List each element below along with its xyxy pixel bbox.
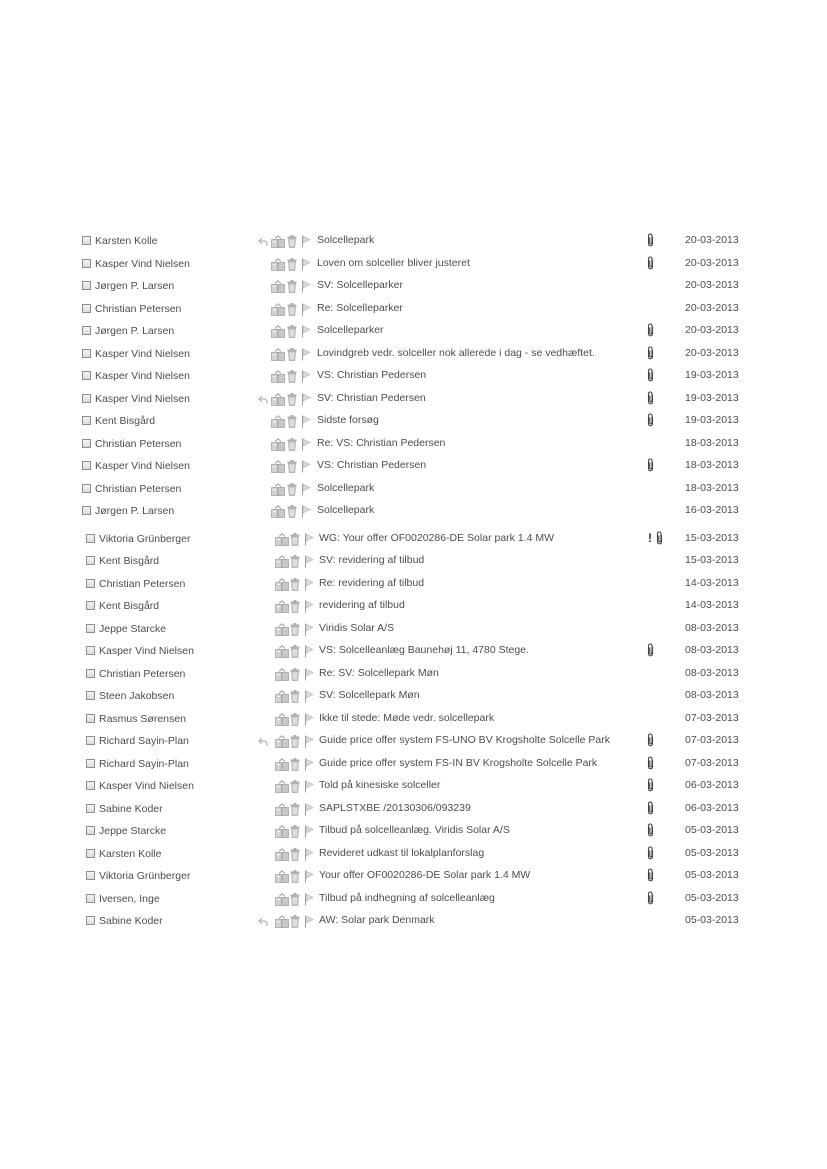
message-row[interactable] xyxy=(0,708,827,731)
flag-icon[interactable] xyxy=(304,533,314,547)
reply-icon xyxy=(258,394,268,408)
message-date: 18-03-2013 xyxy=(685,436,739,449)
move-to-folder-icon[interactable] xyxy=(275,870,289,884)
flag-icon[interactable] xyxy=(304,713,314,727)
flag-icon[interactable] xyxy=(301,483,311,497)
select-checkbox[interactable] xyxy=(86,894,95,903)
message-date: 20-03-2013 xyxy=(685,324,739,336)
paperclip-icon xyxy=(646,868,656,885)
sender-name: Christian Petersen xyxy=(95,482,182,495)
message-date: 15-03-2013 xyxy=(685,531,739,544)
move-to-folder-icon[interactable] xyxy=(271,460,285,474)
flag-icon[interactable] xyxy=(301,370,311,384)
sender-name: Kasper Vind Nielsen xyxy=(95,392,190,405)
flag-icon[interactable] xyxy=(301,280,311,294)
sender-name: Christian Petersen xyxy=(99,577,186,590)
flag-icon[interactable] xyxy=(304,668,314,682)
message-row[interactable] xyxy=(0,798,827,821)
paperclip-icon xyxy=(646,368,656,385)
move-to-folder-icon[interactable] xyxy=(275,713,289,727)
sender-name: Jeppe Starcke xyxy=(99,622,167,635)
message-date: 05-03-2013 xyxy=(685,824,739,836)
paperclip-icon xyxy=(646,643,656,660)
paperclip-icon xyxy=(646,233,656,250)
message-date: 19-03-2013 xyxy=(685,414,739,426)
paperclip-icon xyxy=(646,391,656,408)
sender-name: Jørgen P. Larsen xyxy=(95,280,175,292)
message-date: 20-03-2013 xyxy=(685,234,739,246)
message-subject[interactable]: Re: Solcelleparker xyxy=(317,301,403,314)
message-row[interactable] xyxy=(0,640,827,663)
message-row[interactable] xyxy=(0,820,827,843)
flag-icon[interactable] xyxy=(304,645,314,659)
trash-icon[interactable] xyxy=(290,870,300,884)
message-date: 16-03-2013 xyxy=(685,504,739,516)
select-checkbox[interactable] xyxy=(86,579,95,588)
sender-name: Sabine Koder xyxy=(99,915,163,927)
trash-icon[interactable] xyxy=(290,623,300,637)
message-date: 14-03-2013 xyxy=(685,576,739,589)
message-date: 05-03-2013 xyxy=(685,891,739,904)
message-subject[interactable]: Told på kinesiske solceller xyxy=(319,779,441,791)
flag-icon[interactable] xyxy=(304,600,314,614)
sender-name: Kent Bisgård xyxy=(99,600,160,612)
select-checkbox[interactable] xyxy=(86,556,95,565)
message-subject[interactable]: VS: Christian Pedersen xyxy=(317,459,427,471)
select-checkbox[interactable] xyxy=(86,826,95,835)
flag-icon[interactable] xyxy=(301,348,311,362)
flag-icon[interactable] xyxy=(301,415,311,429)
move-to-folder-icon[interactable] xyxy=(275,735,289,749)
flag-icon[interactable] xyxy=(301,303,311,317)
message-row[interactable] xyxy=(0,865,827,888)
move-to-folder-icon[interactable] xyxy=(275,645,289,659)
sender-name: Kasper Vind Nielsen xyxy=(99,780,194,792)
reply-icon xyxy=(258,736,268,750)
sender-name: Jørgen P. Larsen xyxy=(95,505,175,517)
trash-icon[interactable] xyxy=(290,600,300,614)
move-to-folder-icon[interactable] xyxy=(271,438,285,452)
trash-icon[interactable] xyxy=(287,348,297,362)
trash-icon[interactable] xyxy=(290,780,300,794)
sender-name: Viktoria Grünberger xyxy=(99,532,191,545)
sender-name: Steen Jakobsen xyxy=(99,690,175,702)
sender-name: Jeppe Starcke xyxy=(99,825,167,837)
select-checkbox[interactable] xyxy=(86,759,95,768)
select-checkbox[interactable] xyxy=(82,439,91,448)
sender-name: Kasper Vind Nielsen xyxy=(99,645,194,657)
message-subject[interactable]: Tilbud på solcelleanlæg. Viridis Solar A/S xyxy=(319,824,510,836)
trash-icon[interactable] xyxy=(290,668,300,682)
paperclip-icon xyxy=(646,778,656,795)
flag-icon[interactable] xyxy=(304,578,314,592)
message-subject[interactable]: Guide price offer system FS-IN BV Krogsholte Solcelle Park xyxy=(319,756,598,769)
paperclip-icon xyxy=(646,801,656,818)
move-to-folder-icon[interactable] xyxy=(275,600,289,614)
move-to-folder-icon[interactable] xyxy=(271,258,285,272)
trash-icon[interactable] xyxy=(290,758,300,772)
move-to-folder-icon[interactable] xyxy=(271,325,285,339)
flag-icon[interactable] xyxy=(304,848,314,862)
flag-icon[interactable] xyxy=(304,690,314,704)
message-row[interactable] xyxy=(0,500,827,523)
trash-icon[interactable] xyxy=(287,370,297,384)
move-to-folder-icon[interactable] xyxy=(271,370,285,384)
importance-icon: ! xyxy=(648,530,652,545)
sender-name: Kent Bisgård xyxy=(99,555,160,567)
message-date: 14-03-2013 xyxy=(685,599,739,611)
paperclip-icon xyxy=(646,323,656,340)
select-checkbox[interactable] xyxy=(82,281,91,290)
sender-name: Iversen, Inge xyxy=(99,892,160,905)
message-row[interactable] xyxy=(0,888,827,911)
select-checkbox[interactable] xyxy=(86,736,95,745)
trash-icon[interactable] xyxy=(290,713,300,727)
move-to-folder-icon[interactable] xyxy=(271,348,285,362)
message-subject[interactable]: SAPLSTXBE /20130306/093239 xyxy=(319,801,471,814)
flag-icon[interactable] xyxy=(301,460,311,474)
message-date: 08-03-2013 xyxy=(685,621,739,634)
select-checkbox[interactable] xyxy=(82,416,91,425)
sender-name: Kasper Vind Nielsen xyxy=(95,370,190,382)
message-subject[interactable]: VS: Solcelleanlæg Baunehøj 11, 4780 Stege. xyxy=(319,644,529,656)
flag-icon[interactable] xyxy=(304,555,314,569)
message-subject[interactable]: Ikke til stede: Møde vedr. solcellepark xyxy=(319,711,495,724)
trash-icon[interactable] xyxy=(290,690,300,704)
flag-icon[interactable] xyxy=(301,393,311,407)
select-checkbox[interactable] xyxy=(86,804,95,813)
message-subject[interactable]: Your offer OF0020286-DE Solar park 1.4 MW xyxy=(319,869,531,881)
sender-name: Kasper Vind Nielsen xyxy=(95,347,190,360)
message-subject[interactable]: Solcellepark xyxy=(317,504,375,516)
message-date: 06-03-2013 xyxy=(685,779,739,791)
message-row[interactable] xyxy=(0,433,827,456)
move-to-folder-icon[interactable] xyxy=(275,690,289,704)
trash-icon[interactable] xyxy=(290,555,300,569)
message-date: 06-03-2013 xyxy=(685,801,739,814)
flag-icon[interactable] xyxy=(301,258,311,272)
select-checkbox[interactable] xyxy=(82,349,91,358)
move-to-folder-icon[interactable] xyxy=(275,668,289,682)
message-row[interactable] xyxy=(0,320,827,343)
message-subject[interactable]: Lovindgreb vedr. solceller nok allerede i dag - se vedhæftet. xyxy=(317,346,595,359)
message-date: 08-03-2013 xyxy=(685,644,739,656)
message-date: 07-03-2013 xyxy=(685,711,739,724)
select-checkbox[interactable] xyxy=(82,484,91,493)
message-subject[interactable]: VS: Christian Pedersen xyxy=(317,369,427,381)
select-checkbox[interactable] xyxy=(86,534,95,543)
message-subject[interactable]: Solcellepark xyxy=(317,481,375,494)
message-row[interactable] xyxy=(0,685,827,708)
trash-icon[interactable] xyxy=(290,893,300,907)
select-checkbox[interactable] xyxy=(86,849,95,858)
select-checkbox[interactable] xyxy=(82,461,91,470)
flag-icon[interactable] xyxy=(304,735,314,749)
select-checkbox[interactable] xyxy=(86,781,95,790)
select-checkbox[interactable] xyxy=(86,646,95,655)
paperclip-icon xyxy=(646,891,656,908)
message-subject[interactable]: SV: Solcelleparker xyxy=(317,279,403,291)
select-checkbox[interactable] xyxy=(82,394,91,403)
paperclip-icon xyxy=(646,346,656,363)
move-to-folder-icon[interactable] xyxy=(275,825,289,839)
message-subject[interactable]: SV: revidering af tilbud xyxy=(319,554,425,566)
sender-name: Richard Sayin-Plan xyxy=(99,735,189,747)
flag-icon[interactable] xyxy=(304,803,314,817)
sender-name: Sabine Koder xyxy=(99,802,163,815)
flag-icon[interactable] xyxy=(304,623,314,637)
paperclip-icon xyxy=(646,846,656,863)
message-subject[interactable]: Re: revidering af tilbud xyxy=(319,576,425,589)
message-row[interactable] xyxy=(0,573,827,596)
trash-icon[interactable] xyxy=(290,735,300,749)
flag-icon[interactable] xyxy=(301,438,311,452)
message-subject[interactable]: Solcellepark xyxy=(317,234,375,246)
sender-name: Kasper Vind Nielsen xyxy=(95,460,190,472)
message-subject[interactable]: Loven om solceller bliver justeret xyxy=(317,256,470,269)
flag-icon[interactable] xyxy=(304,758,314,772)
paperclip-icon xyxy=(655,531,665,548)
move-to-folder-icon[interactable] xyxy=(271,235,285,249)
trash-icon[interactable] xyxy=(287,460,297,474)
message-row[interactable] xyxy=(0,230,827,253)
message-row[interactable] xyxy=(0,550,827,573)
trash-icon[interactable] xyxy=(290,825,300,839)
select-checkbox[interactable] xyxy=(86,624,95,633)
sender-name: Richard Sayin-Plan xyxy=(99,757,189,770)
message-date: 15-03-2013 xyxy=(685,554,739,566)
message-row[interactable] xyxy=(0,275,827,298)
move-to-folder-icon[interactable] xyxy=(271,483,285,497)
select-checkbox[interactable] xyxy=(86,916,95,925)
reply-icon xyxy=(258,236,268,250)
message-subject[interactable]: Solcelleparker xyxy=(317,324,384,336)
move-to-folder-icon[interactable] xyxy=(271,415,285,429)
message-date: 20-03-2013 xyxy=(685,301,739,314)
flag-icon[interactable] xyxy=(304,870,314,884)
message-date: 05-03-2013 xyxy=(685,869,739,881)
message-subject[interactable]: SV: Christian Pedersen xyxy=(317,391,426,404)
message-date: 18-03-2013 xyxy=(685,481,739,494)
message-date: 05-03-2013 xyxy=(685,846,739,859)
message-row[interactable] xyxy=(0,595,827,618)
trash-icon[interactable] xyxy=(290,578,300,592)
paperclip-icon xyxy=(646,256,656,273)
message-row[interactable] xyxy=(0,478,827,501)
trash-icon[interactable] xyxy=(287,505,297,519)
flag-icon[interactable] xyxy=(304,780,314,794)
message-date: 20-03-2013 xyxy=(685,279,739,291)
message-subject[interactable]: Re: VS: Christian Pedersen xyxy=(317,436,446,449)
sender-name: Jørgen P. Larsen xyxy=(95,325,175,337)
select-checkbox[interactable] xyxy=(82,236,91,245)
message-row[interactable] xyxy=(0,388,827,411)
trash-icon[interactable] xyxy=(287,483,297,497)
trash-icon[interactable] xyxy=(290,803,300,817)
sender-name: Viktoria Grünberger xyxy=(99,870,191,882)
message-row[interactable] xyxy=(0,843,827,866)
message-subject[interactable]: Viridis Solar A/S xyxy=(319,621,395,634)
sender-name: Christian Petersen xyxy=(95,302,182,315)
move-to-folder-icon[interactable] xyxy=(271,505,285,519)
message-row[interactable] xyxy=(0,910,827,933)
move-to-folder-icon[interactable] xyxy=(275,803,289,817)
message-date: 19-03-2013 xyxy=(685,391,739,404)
select-checkbox[interactable] xyxy=(86,871,95,880)
message-date: 19-03-2013 xyxy=(685,369,739,381)
message-row[interactable] xyxy=(0,410,827,433)
move-to-folder-icon[interactable] xyxy=(271,393,285,407)
message-row[interactable] xyxy=(0,455,827,478)
flag-icon[interactable] xyxy=(304,825,314,839)
move-to-folder-icon[interactable] xyxy=(271,280,285,294)
move-to-folder-icon[interactable] xyxy=(275,780,289,794)
sender-name: Karsten Kolle xyxy=(95,235,158,247)
sender-name: Karsten Kolle xyxy=(99,847,162,860)
message-subject[interactable]: Revideret udkast til lokalplanforslag xyxy=(319,846,485,859)
trash-icon[interactable] xyxy=(287,303,297,317)
flag-icon[interactable] xyxy=(301,325,311,339)
paperclip-icon xyxy=(646,413,656,430)
flag-icon[interactable] xyxy=(301,505,311,519)
move-to-folder-icon[interactable] xyxy=(275,533,289,547)
move-to-folder-icon[interactable] xyxy=(271,303,285,317)
message-row[interactable] xyxy=(0,298,827,321)
message-row[interactable] xyxy=(0,343,827,366)
trash-icon[interactable] xyxy=(290,848,300,862)
reply-icon xyxy=(258,916,268,930)
paperclip-icon xyxy=(646,756,656,773)
message-subject[interactable]: Re: SV: Solcellepark Møn xyxy=(319,666,439,679)
sender-name: Kent Bisgård xyxy=(95,415,156,427)
select-checkbox[interactable] xyxy=(86,691,95,700)
message-date: 07-03-2013 xyxy=(685,756,739,769)
message-date: 08-03-2013 xyxy=(685,666,739,679)
trash-icon[interactable] xyxy=(290,645,300,659)
message-row[interactable] xyxy=(0,528,827,551)
message-date: 08-03-2013 xyxy=(685,689,739,701)
trash-icon[interactable] xyxy=(287,280,297,294)
paperclip-icon xyxy=(646,823,656,840)
sender-name: Christian Petersen xyxy=(95,437,182,450)
flag-icon[interactable] xyxy=(304,893,314,907)
message-row[interactable] xyxy=(0,663,827,686)
select-checkbox[interactable] xyxy=(86,601,95,610)
message-row[interactable] xyxy=(0,753,827,776)
trash-icon[interactable] xyxy=(287,258,297,272)
select-checkbox[interactable] xyxy=(82,371,91,380)
message-date: 20-03-2013 xyxy=(685,346,739,359)
message-subject[interactable]: revidering af tilbud xyxy=(319,599,405,611)
message-row[interactable] xyxy=(0,775,827,798)
trash-icon[interactable] xyxy=(287,438,297,452)
trash-icon[interactable] xyxy=(287,415,297,429)
message-row[interactable] xyxy=(0,253,827,276)
move-to-folder-icon[interactable] xyxy=(275,758,289,772)
select-checkbox[interactable] xyxy=(86,669,95,678)
message-date: 18-03-2013 xyxy=(685,459,739,471)
move-to-folder-icon[interactable] xyxy=(275,893,289,907)
message-row[interactable] xyxy=(0,618,827,641)
message-subject[interactable]: Tilbud på indhegning af solcelleanlæg xyxy=(319,891,495,904)
message-subject[interactable]: Guide price offer system FS-UNO BV Krogsholte Solcelle Park xyxy=(319,734,611,746)
trash-icon[interactable] xyxy=(287,235,297,249)
select-checkbox[interactable] xyxy=(86,714,95,723)
select-checkbox[interactable] xyxy=(82,506,91,515)
trash-icon[interactable] xyxy=(287,325,297,339)
move-to-folder-icon[interactable] xyxy=(275,555,289,569)
move-to-folder-icon[interactable] xyxy=(275,848,289,862)
message-list xyxy=(0,230,827,933)
sender-name: Kasper Vind Nielsen xyxy=(95,257,190,270)
message-subject[interactable]: AW: Solar park Denmark xyxy=(319,914,435,926)
paperclip-icon xyxy=(646,458,656,475)
select-checkbox[interactable] xyxy=(82,326,91,335)
move-to-folder-icon[interactable] xyxy=(275,915,289,929)
move-to-folder-icon[interactable] xyxy=(275,578,289,592)
trash-icon[interactable] xyxy=(290,533,300,547)
trash-icon[interactable] xyxy=(290,915,300,929)
message-date: 20-03-2013 xyxy=(685,256,739,269)
select-checkbox[interactable] xyxy=(82,304,91,313)
message-date: 05-03-2013 xyxy=(685,914,739,926)
trash-icon[interactable] xyxy=(287,393,297,407)
message-subject[interactable]: WG: Your offer OF0020286-DE Solar park 1.4 MW xyxy=(319,531,554,544)
message-row[interactable] xyxy=(0,730,827,753)
message-row[interactable] xyxy=(0,365,827,388)
select-checkbox[interactable] xyxy=(82,259,91,268)
message-subject[interactable]: Sidste forsøg xyxy=(317,414,379,426)
sender-name: Rasmus Sørensen xyxy=(99,712,186,725)
flag-icon[interactable] xyxy=(301,235,311,249)
sender-name: Christian Petersen xyxy=(99,667,186,680)
flag-icon[interactable] xyxy=(304,915,314,929)
move-to-folder-icon[interactable] xyxy=(275,623,289,637)
paperclip-icon xyxy=(646,733,656,750)
message-date: 07-03-2013 xyxy=(685,734,739,746)
message-subject[interactable]: SV: Solcellepark Møn xyxy=(319,689,420,701)
